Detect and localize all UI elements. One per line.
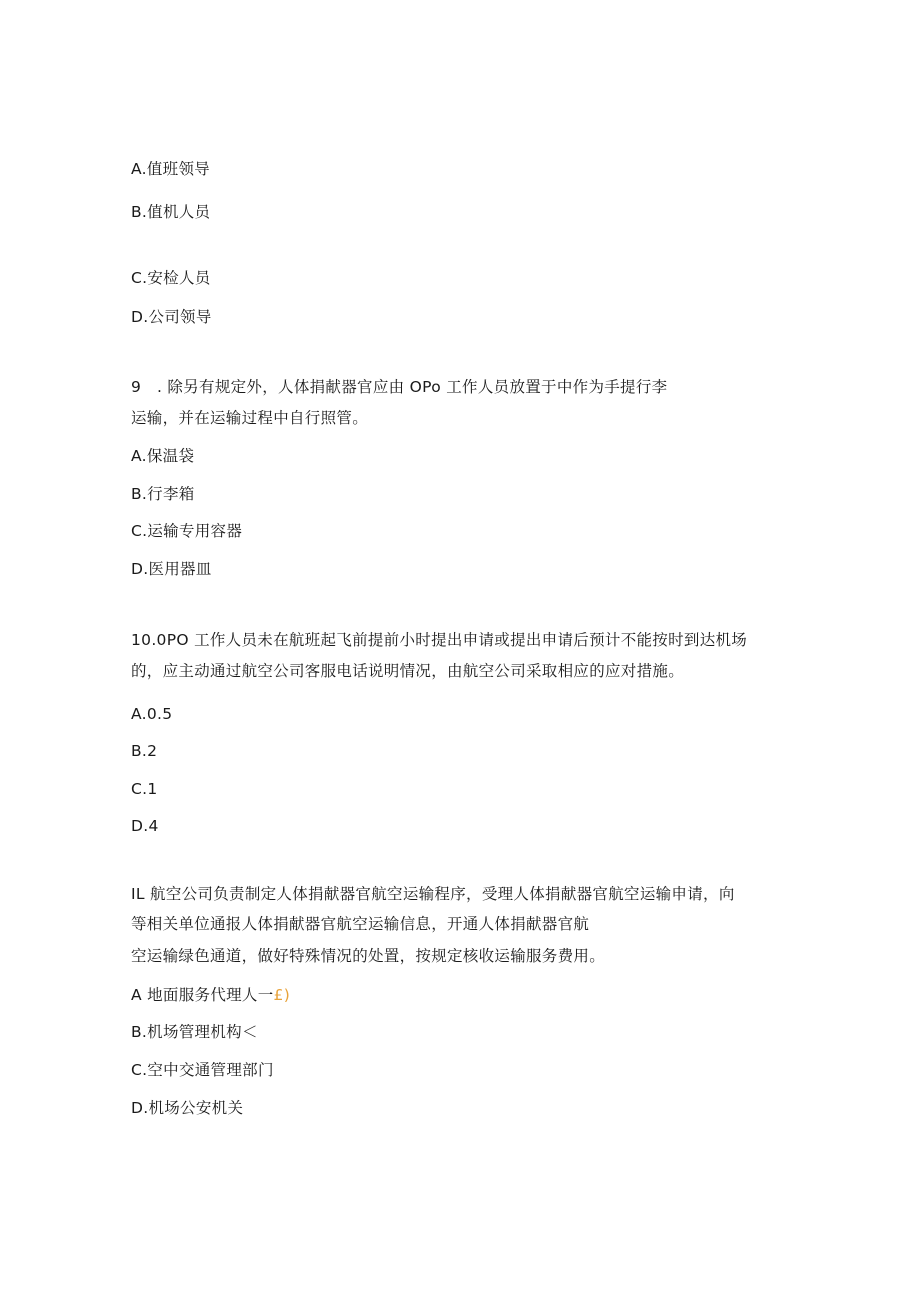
q11-option-b: B.机场管理机构＜	[131, 1023, 258, 1041]
q8-option-a: A.值班领导	[131, 160, 211, 178]
q8-option-c: C.安检人员	[131, 269, 211, 287]
q11-question-line-3: 空运输绿色通道，做好特殊情况的处置，按规定核收运输服务费用。	[131, 947, 606, 965]
q8-option-d: D.公司领导	[131, 308, 212, 326]
q11-option-a-mark: £)	[273, 986, 291, 1004]
q11-option-a	[131, 985, 290, 1005]
q10-option-c: C.1	[131, 780, 158, 798]
q9-option-b: B.行李箱	[131, 485, 195, 503]
q11-option-a-text: A 地面服务代理人一	[131, 986, 274, 1004]
q9-option-d: D.医用器皿	[131, 560, 212, 578]
q9-question-line-2: 运输，并在运输过程中自行照管。	[131, 409, 369, 427]
q11-question-line-1: IL 航空公司负责制定人体捐献器官航空运输程序，受理人体捐献器官航空运输申请，向	[131, 885, 735, 903]
q8-option-b: B.值机人员	[131, 203, 211, 221]
q10-option-d: D.4	[131, 817, 159, 835]
q9-option-a: A.保温袋	[131, 447, 195, 465]
q11-question-line-2: 等相关单位通报人体捐献器官航空运输信息，开通人体捐献器官航	[131, 915, 590, 933]
q11-option-d: D.机场公安机关	[131, 1099, 244, 1117]
q10-question-line-1: 10.0PO 工作人员未在航班起飞前提前小时提出申请或提出申请后预计不能按时到达机场	[131, 631, 748, 649]
q10-question-line-2: 的，应主动通过航空公司客服电话说明情况，由航空公司采取相应的应对措施。	[131, 662, 685, 680]
q10-option-a: A.0.5	[131, 705, 173, 723]
q9-option-c: C.运输专用容器	[131, 522, 243, 540]
q9-question-line-1: 9 . 除另有规定外，人体捐献器官应由 OPo 工作人员放置于中作为手提行李	[131, 378, 668, 396]
q11-option-c: C.空中交通管理部门	[131, 1061, 274, 1079]
q10-option-b: B.2	[131, 742, 158, 760]
